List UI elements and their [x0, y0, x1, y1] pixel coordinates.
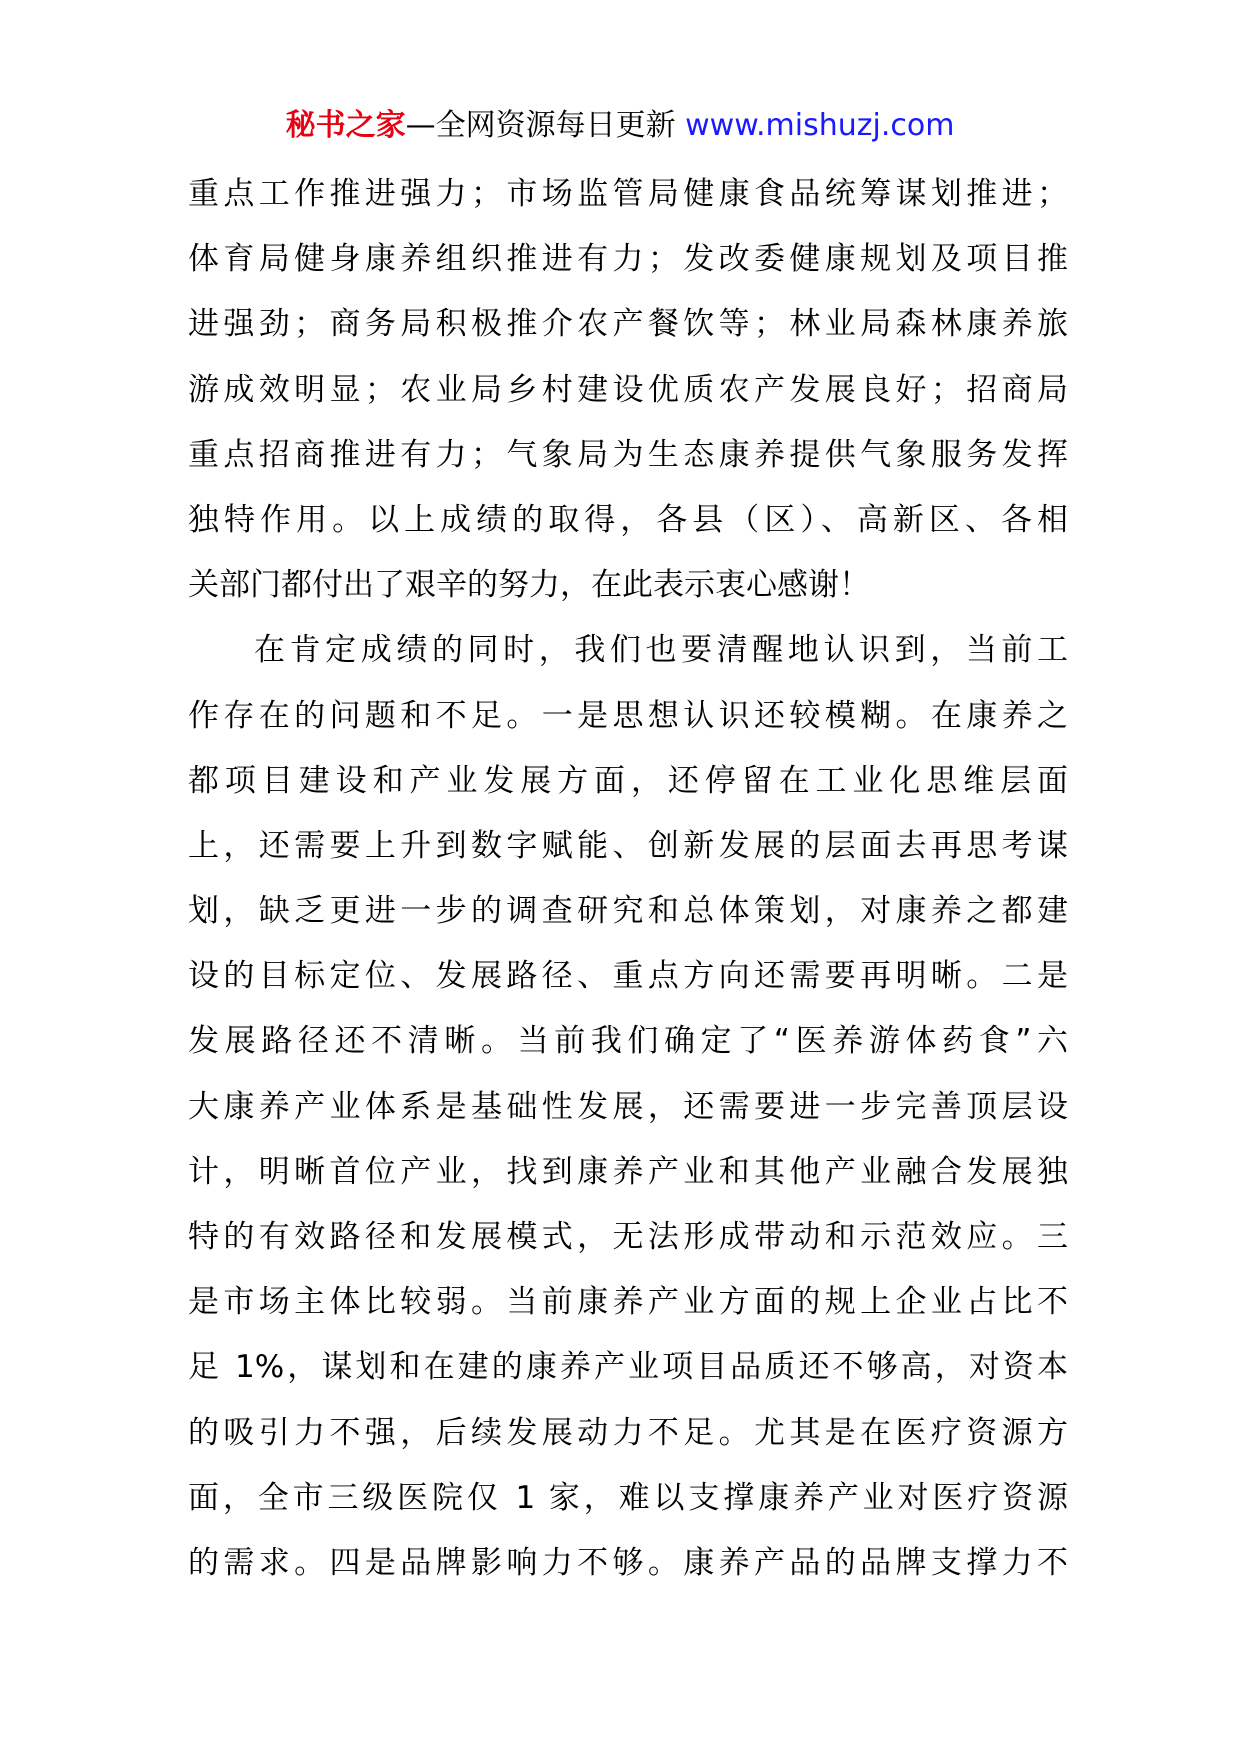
- header-tagline: —全网资源每日更新: [405, 108, 686, 143]
- brand-name: 秘书之家: [285, 108, 406, 143]
- text-line: 的吸引力不强，后续发展动力不足。尤其是在医疗资源方: [188, 1414, 1068, 1451]
- site-header: [0, 104, 1240, 148]
- paragraph: [188, 162, 1068, 618]
- text-line: 足 1%，谋划和在建的康养产业项目品质还不够高，对资本: [188, 1349, 1068, 1386]
- text-line: 在肯定成绩的同时，我们也要清醒地认识到，当前工: [254, 632, 1068, 669]
- paragraph: [188, 618, 1068, 1596]
- site-url-link[interactable]: www.mishuzj.com: [685, 108, 955, 143]
- text-line: 进强劲；商务局积极推介农产餐饮等；林业局森林康养旅: [188, 306, 1068, 343]
- text-line: 发展路径还不清晰。当前我们确定了“医养游体药食”六: [188, 1023, 1068, 1060]
- text-line: 关部门都付出了艰辛的努力，在此表示衷心感谢！: [188, 567, 870, 604]
- text-line: 计，明晰首位产业，找到康养产业和其他产业融合发展独: [188, 1153, 1068, 1190]
- text-line: 都项目建设和产业发展方面，还停留在工业化思维层面: [188, 762, 1068, 799]
- text-line: 独特作用。以上成绩的取得，各县（区）、高新区、各相: [188, 501, 1068, 538]
- text-line: 特的有效路径和发展模式，无法形成带动和示范效应。三: [188, 1219, 1068, 1255]
- text-line: 大康养产业体系是基础性发展，还需要进一步完善顶层设: [188, 1088, 1068, 1125]
- text-line: 体育局健身康养组织推进有力；发改委健康规划及项目推: [188, 241, 1068, 278]
- text-line: 设的目标定位、发展路径、重点方向还需要再明晰。二是: [188, 958, 1068, 995]
- text-line: 是市场主体比较弱。当前康养产业方面的规上企业占比不: [188, 1284, 1068, 1321]
- document-body: [188, 162, 1068, 1596]
- text-line: 上，还需要上升到数字赋能、创新发展的层面去再思考谋: [188, 827, 1068, 864]
- text-line: 的需求。四是品牌影响力不够。康养产品的品牌支撑力不: [188, 1544, 1068, 1581]
- text-line: 游成效明显；农业局乡村建设优质农产发展良好；招商局: [188, 371, 1068, 408]
- text-line: 划，缺乏更进一步的调查研究和总体策划，对康养之都建: [188, 893, 1068, 930]
- text-line: 面，全市三级医院仅 1 家，难以支撑康养产业对医疗资源: [188, 1479, 1068, 1516]
- text-line: 重点招商推进有力；气象局为生态康养提供气象服务发挥: [188, 436, 1068, 473]
- text-line: 重点工作推进强力；市场监管局健康食品统筹谋划推进；: [188, 176, 1068, 212]
- text-line: 作存在的问题和不足。一是思想认识还较模糊。在康养之: [188, 697, 1068, 734]
